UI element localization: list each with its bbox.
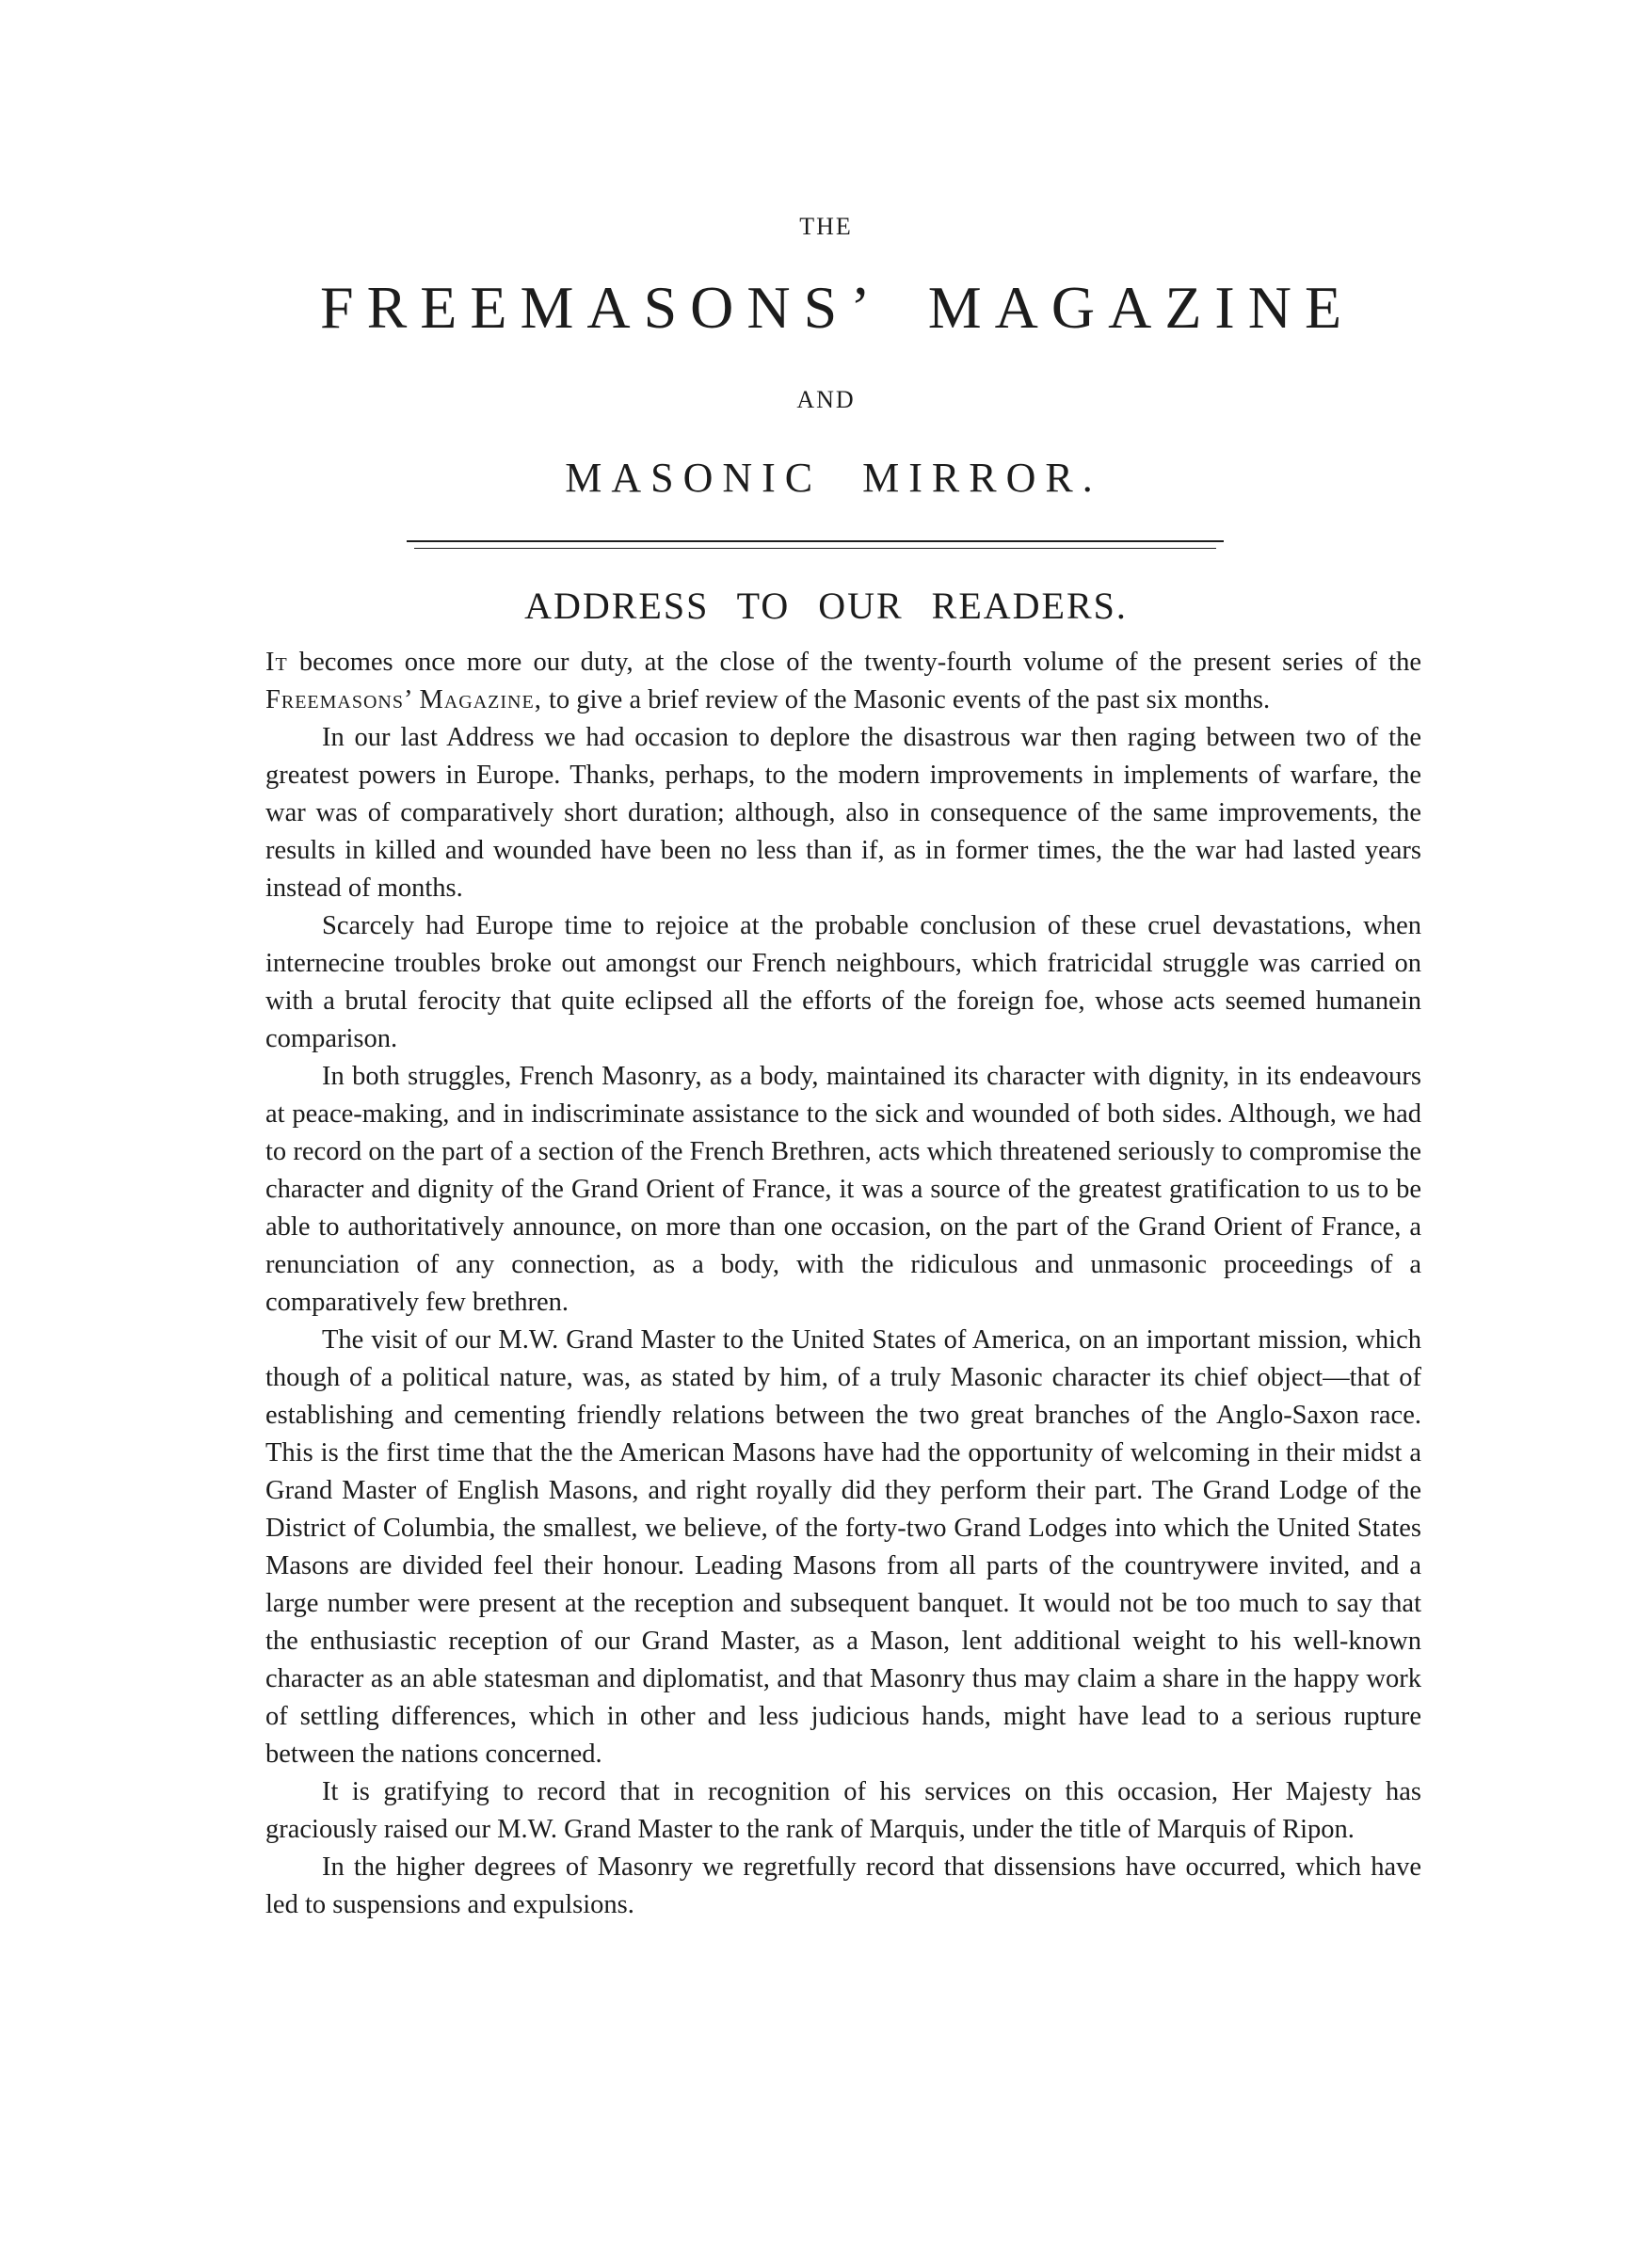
magazine-subtitle: MASONIC MIRROR.	[565, 455, 1102, 501]
magazine-title: FREEMASONS’ MAGAZINE	[319, 274, 1355, 341]
magazine-name: Freemasons’ Magazine,	[265, 685, 542, 714]
masthead-and: AND	[796, 386, 856, 413]
double-rule-bottom	[414, 548, 1216, 549]
paragraph-grand-master-visit: The visit of our M.W. Grand Master to the United States of America, on an important mission, which though of a political nature, was, as stated by him, of a truly Masonic character its chief object—that of establishing and cementing friendly relations between the two great branches of the Anglo-Saxon race. This is the first time that the the American Masons have had the opportunity of welcoming in their midst a Grand Master of English Masons, and right royally did they perform their part. The Grand Lodge of the District of Columbia, the smallest, we believe, of the forty-two Grand Lodges into which the United States Masons are divided feel their honour. Leading Masons from all parts of the countrywere invited, and a large number were present at the reception and subsequent banquet. It would not be too much to say that the enthusiastic reception of our Grand Master, as a Mason, lent additional weight to his well-known character as an able statesman and diplomatist, and that Masonry thus may claim a share in the happy work of settling differences, which in other and less judicious hands, might have lead to a serious rupture between the nations concerned.	[265, 1325, 1421, 1769]
paragraph-intro	[265, 644, 1421, 719]
masthead-the: THE	[799, 213, 853, 240]
paragraph-higher-degrees: In the higher degrees of Masonry we regretfully record that dissensions have occurred, which have led to suspensions and expulsions.	[265, 1852, 1421, 1919]
intro-text-before: becomes once more our duty, at the close of the twenty-fourth volume of the present series of the	[287, 648, 1421, 677]
intro-text-after: to give a brief review of the Masonic events of the past six months.	[541, 685, 1271, 714]
double-rule-top	[407, 540, 1224, 542]
paragraph-europe: Scarcely had Europe time to rejoice at the probable conclusion of these cruel devastations, when internecine troubles broke out amongst our French neighbours, which fratricidal struggle was carried on with a brutal ferocity that quite eclipsed all the efforts of the foreign foe, whose acts seemed humanein comparison.	[265, 911, 1421, 1053]
section-heading: ADDRESS TO OUR READERS.	[524, 585, 1128, 627]
lead-word: It	[265, 648, 288, 677]
paragraph-war: In our last Address we had occasion to deplore the disastrous war then raging between two of the greatest powers in Europe. Thanks, perhaps, to the modern improvements in implements of warfare, the war was of comparatively short duration; although, also in consequence of the same improvements, the results in killed and wounded have been no less than if, as in former times, the the war had lasted years instead of months.	[265, 723, 1421, 903]
article-body	[265, 644, 1421, 1924]
paragraph-french-masonry: In both struggles, French Masonry, as a body, maintained its character with dignity, in its endeavours at peace-making, and in indiscriminate assistance to the sick and wounded of both sides. Although, we had to record on the part of a section of the French Brethren, acts which threatened seriously to compromise the character and dignity of the Grand Orient of France, it was a source of the greatest gratification to us to be able to authoritatively announce, on more than one occasion, on the part of the Grand Orient of France, a renunciation of any connection, as a body, with the ridiculous and unmasonic proceedings of a comparatively few brethren.	[265, 1062, 1421, 1317]
paragraph-marquis: It is gratifying to record that in recognition of his services on this occasion, Her Majesty has graciously raised our M.W. Grand Master to the rank of Marquis, under the title of Marquis of Ripon.	[265, 1777, 1421, 1844]
